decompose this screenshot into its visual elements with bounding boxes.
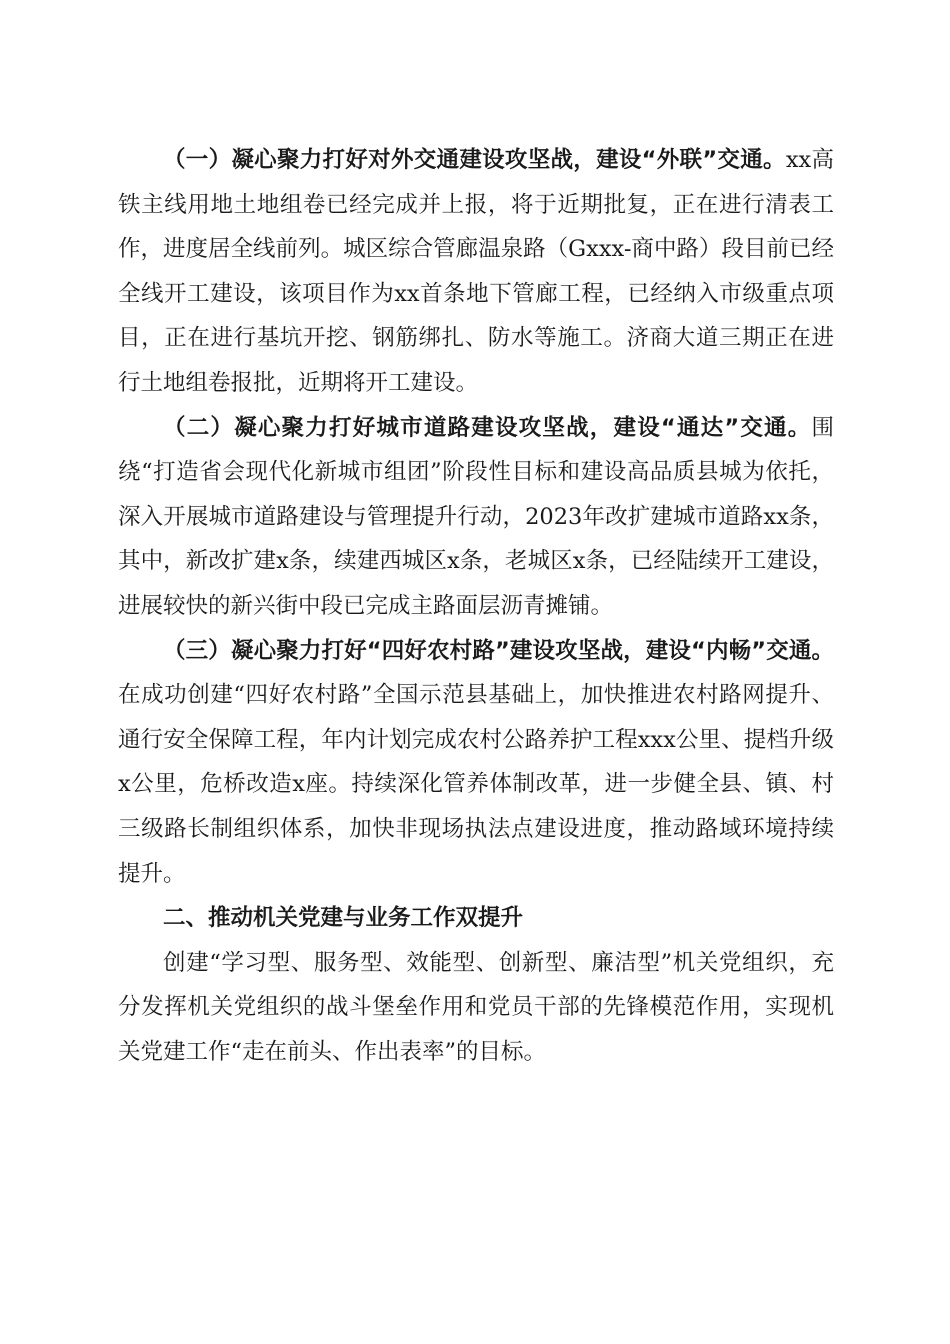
- paragraph-lead: （二）凝心聚力打好城市道路建设攻坚战，建设“通达”交通。: [163, 414, 812, 441]
- paragraph-party-building: 创建“学习型、服务型、效能型、创新型、廉洁型”机关党组织，充分发挥机关党组织的战斗堡垒作用和党员干部的先锋模范作用，实现机关党建工作“走在前头、作出表率”的目标。: [118, 949, 834, 1065]
- paragraph-urban-roads: [118, 406, 834, 629]
- paragraph-rural-roads: [118, 629, 834, 897]
- paragraph-lead: （一）凝心聚力打好对外交通建设攻坚战，建设“外联”交通。: [163, 147, 786, 173]
- paragraph-lead: （三）凝心聚力打好“四好农村路”建设攻坚战，建设“内畅”交通。: [163, 637, 834, 664]
- paragraph-text: 围绕“打造省会现代化新城市组团”阶段性目标和建设高品质县城为依托，深入开展城市道路建设与管理提升行动，2023年改扩建城市道路xx条，其中，新改扩建x条，续建西城区x条，老城区x条，已经陆续开工建设，进展较快的新兴街中段已完成主路面层沥青摊铺。: [118, 414, 834, 619]
- document-body: [118, 138, 834, 1074]
- paragraph-text: xx高铁主线用地土地组卷已经完成并上报，将于近期批复，正在进行清表工作，进度居全线前列。城区综合管廊温泉路（Gxxx-商中路）段目前已经全线开工建设，该项目作为xx首条地下管廊工程，已经纳入市级重点项目，正在进行基坑开挖、钢筋绑扎、防水等施工。济商大道三期正在进行土地组卷报批，近期将开工建设。: [118, 147, 835, 396]
- paragraph-text: 在成功创建“四好农村路”全国示范县基础上，加快推进农村路网提升、通行安全保障工程，年内计划完成农村公路养护工程xxx公里、提档升级x公里，危桥改造x座。持续深化管养体制改革，进一步健全县、镇、村三级路长制组织体系，加快非现场执法点建设进度，推动路域环境持续提升。: [118, 682, 834, 887]
- paragraph-external-transport: [118, 138, 834, 406]
- section-heading: 二、推动机关党建与业务工作双提升: [163, 905, 524, 932]
